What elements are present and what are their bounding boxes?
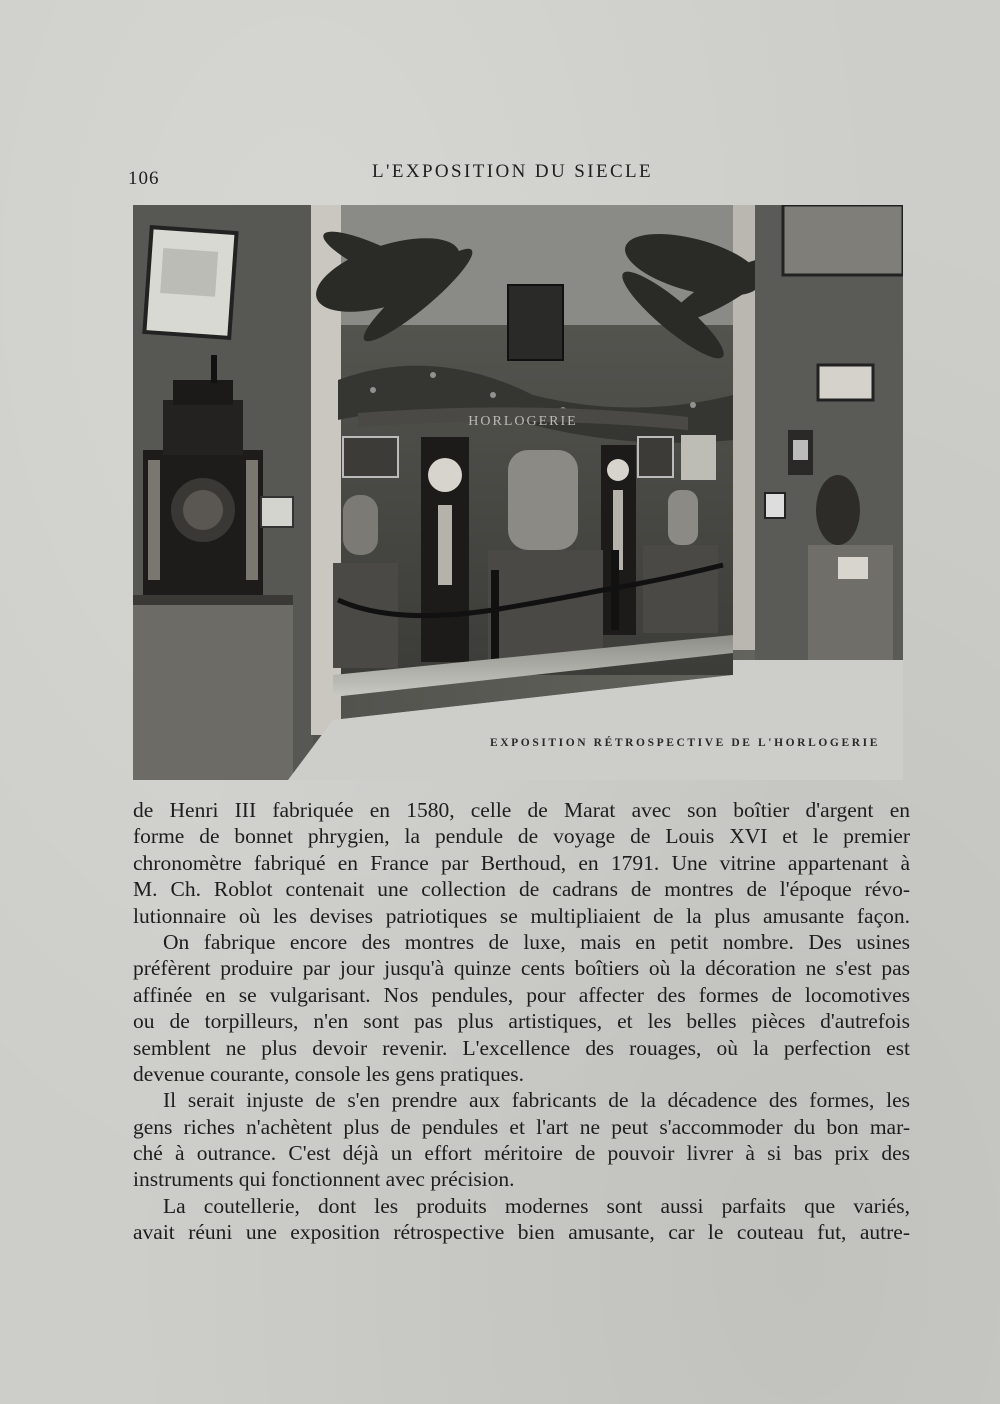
longcase-clock-left (421, 437, 469, 662)
text-line: Il serait injuste de s'en prendre aux fabricants de la décadence des formes, les (163, 1088, 910, 1113)
text-line: ché à outrance. C'est déjà un effort méritoire de pouvoir livrer à si bas prix des (133, 1141, 910, 1166)
exhibition-photo (133, 205, 903, 780)
plate-caption: EXPOSITION RÉTROSPECTIVE DE L'HORLOGERIE (490, 737, 880, 749)
text-line: chronomètre fabriqué en France par Berthoud, en 1791. Une vitrine appartenant à (133, 850, 910, 875)
text-line: semblent ne plus devoir revenir. L'excellence des rouages, où la perfection est (133, 1035, 910, 1060)
painting (783, 205, 903, 275)
photograph-plate (133, 205, 903, 780)
text-line: affinée en se vulgarisant. Nos pendules, pour affecter des formes de locomotives (133, 982, 910, 1007)
text-line: On fabrique encore des montres de luxe, mais en petit nombre. Des usines (163, 929, 910, 954)
statuette (816, 475, 860, 545)
text-line: avait réuni une exposition rétrospective bien amusante, car le couteau fut, autre- (133, 1220, 910, 1245)
banner-text: HORLOGERIE (468, 414, 578, 429)
portrait-frame (508, 285, 563, 360)
text-line: instruments qui fonctionnent avec précision. (133, 1167, 515, 1192)
running-title: L'EXPOSITION DU SIECLE (372, 161, 654, 182)
text-line: lutionnaire où les devises patriotiques se multipliaient de la plus amusante façon. (133, 903, 910, 928)
text-line: forme de bonnet phrygien, la pendule de voyage de Louis XVI et le premier (133, 824, 910, 849)
text-line: gens riches n'achètent plus de pendules et l'art ne peut s'accommoder du bon mar- (133, 1114, 910, 1139)
body-text (133, 797, 910, 1246)
page-number: 106 (128, 168, 160, 189)
text-line: M. Ch. Roblot contenait une collection de cadrans de montres de l'époque révo- (133, 877, 910, 902)
text-line: préfèrent produire par jour jusqu'à quinze cents boîtiers où la décoration ne s'est pas (133, 956, 910, 981)
lantern-clock (788, 430, 813, 475)
text-line: La coutellerie, dont les produits modernes sont aussi parfaits que variés, (163, 1193, 910, 1218)
text-line: de Henri III fabriquée en 1580, celle de Marat avec son boîtier d'argent en (133, 798, 910, 822)
text-line: devenue courante, console les gens pratiques. (133, 1061, 525, 1086)
text-line: ou de torpilleurs, n'en sont pas plus artistiques, et les belles pièces d'autrefois (133, 1009, 910, 1034)
plinth (133, 595, 293, 780)
